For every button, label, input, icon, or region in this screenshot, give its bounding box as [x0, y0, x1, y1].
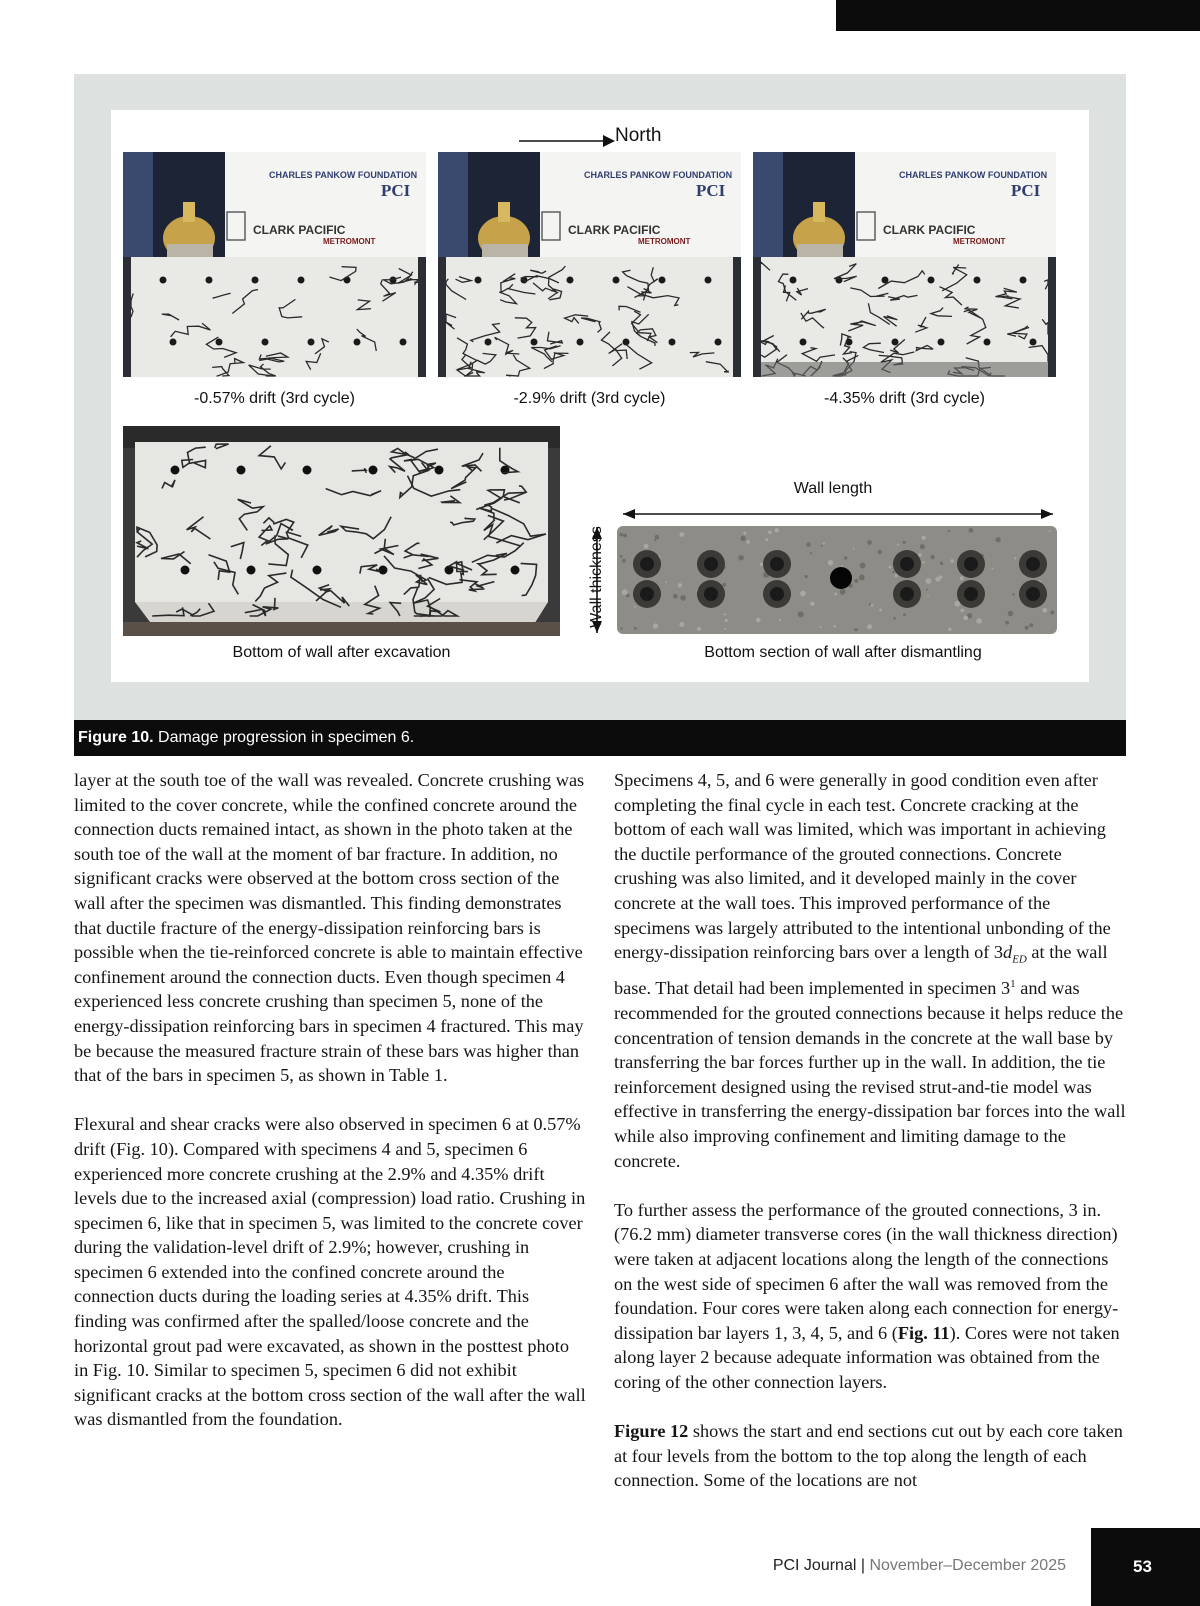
- top-black-bar: [836, 0, 1200, 31]
- caption-drift-057: -0.57% drift (3rd cycle): [194, 390, 355, 407]
- banner-foundation-text: CHARLES PANKOW FOUNDATION: [269, 170, 418, 180]
- footer-journal: PCI Journal | November–December 2025: [772, 1557, 1066, 1574]
- figure-10-panel: [74, 74, 1126, 756]
- photo-bottom-excavation: [123, 426, 560, 636]
- fig-12-reference[interactable]: Figure 12: [614, 1421, 689, 1442]
- banner-foundation-text: CHARLES PANKOW FOUNDATION: [584, 170, 733, 180]
- banner-clark-text: CLARK PACIFIC: [568, 223, 661, 237]
- north-arrow: [519, 124, 719, 154]
- banner-clark-text: CLARK PACIFIC: [883, 223, 976, 237]
- caption-bottom-dismantling: Bottom section of wall after dismantling: [704, 644, 982, 661]
- page-number-box: [1091, 1528, 1200, 1606]
- body-left-column: [74, 768, 586, 1457]
- page-number: 53: [1133, 1557, 1152, 1576]
- right-paragraph-3: Figure 12 shows the start and end sections cut out by each core taken at four levels from the bottom to the top along the length of each connection. Some of the locations are not: [614, 1421, 1123, 1491]
- wall-section-diagram: [581, 480, 1061, 638]
- wall-photo-2: [438, 152, 741, 377]
- wall-photo-1: [123, 152, 426, 377]
- wall-photo-3: [753, 152, 1056, 377]
- excavation-photo: [123, 426, 560, 636]
- journal-name: PCI Journal: [772, 1557, 857, 1574]
- photo-drift-057: [123, 152, 426, 377]
- journal-issue: November–December 2025: [869, 1557, 1066, 1574]
- right-paragraph-1: Specimens 4, 5, and 6 were generally in good condition even after completing the final cycle in each test. Concrete cracking at the bottom of each wall was limited, which was important in achieving the ductile performance of the grouted connections. Concrete crushing was also limited, and it developed mainly in the cover concrete at the wall toes. This improved performance of the specimens was largely attributed to the intentional unbonding of the energy-dissipation reinforcing bars over a length of $3d_{ED}$ at the wall base. That detail had been implemented in specimen $3^1$ and was recommended for the grouted connections because it helps reduce the concentration of tension demands in the concrete at the wall base by transferring the bar forces further up in the wall. In addition, the tie reinforcement designed using the revised strut-and-tie model was effective in transferring the energy-dissipation bar forces into the wall while also improving confinement and limiting damage to the concrete.: [614, 770, 1126, 1171]
- figure-caption-label: Figure 10.: [78, 729, 154, 746]
- wall-length-label: Wall length: [793, 480, 873, 497]
- left-paragraph-1: layer at the south toe of the wall was revealed. Concrete crushing was limited to the cover concrete, while the confined concrete around the connection ducts remained intact, as shown in the photo taken at the south toe of the wall at the moment of bar fracture. In addition, no significant cracks were observed at the bottom cross section of the wall after the specimen was dismantled. This finding demonstrates that ductile fracture of the energy-dissipation reinforcing bars is possible when the tie-reinforced concrete is able to maintain effective confinement around the connection ducts. Even though specimen 4 experienced less concrete crushing than specimen 5, none of the energy-dissipation reinforcing bars in specimen 4 fractured. This may be because the measured fracture strain of these bars was higher than that of the bars in specimen 5, as shown in Table 1.: [74, 770, 585, 1086]
- banner-metromont-text: METROMONT: [638, 237, 691, 246]
- wall-thickness-label: Wall thickness: [588, 526, 605, 628]
- banner-pci-text: PCI: [381, 181, 411, 200]
- figure-caption: [74, 720, 1126, 756]
- fig-11-reference[interactable]: Fig. 11: [897, 1322, 950, 1343]
- photo-drift-29: [438, 152, 741, 377]
- banner-pci-text: PCI: [1011, 181, 1041, 200]
- banner-clark-text: CLARK PACIFIC: [253, 223, 346, 237]
- left-paragraph-2: Flexural and shear cracks were also observed in specimen 6 at 0.57% drift (Fig. 10). Compared with specimens 4 and 5, specimen 6 experienced more concrete crushing at the 2.9% and 4.35% drift levels due to the increased axial (compression) load ratio. Crushing in specimen 6, like that in specimen 5, was limited to the concrete cover during the validation-level drift of 2.9%; however, crushing in specimen 6 extended into the confined concrete around the connection ducts during the loading series at 4.35% drift. This finding was confirmed after the spalled/loose concrete and the horizontal grout pad were excavated, as shown in the posttest photo in Fig. 10. Similar to specimen 5, specimen 6 did not exhibit significant cracks at the bottom cross section of the wall after the wall was dismantled from the foundation.: [74, 1114, 586, 1430]
- banner-pci-text: PCI: [696, 181, 726, 200]
- caption-drift-435: -4.35% drift (3rd cycle): [824, 390, 985, 407]
- body-right-column: [614, 768, 1126, 1518]
- north-label: North: [615, 125, 662, 146]
- banner-foundation-text: CHARLES PANKOW FOUNDATION: [899, 170, 1048, 180]
- banner-metromont-text: METROMONT: [323, 237, 376, 246]
- right-paragraph-2: To further assess the performance of the grouted connections, 3 in. (76.2 mm) diameter transverse cores (in the wall thickness direction) were taken at adjacent locations along the length of the connections on the west side of specimen 6 after the wall was removed from the foundation. Four cores were taken along each connection for energy-dissipation bar layers 1, 3, 4, 5, and 6 (Fig. 11). Cores were not taken along layer 2 because adequate information was obtained from the coring of the other connection layers.: [614, 1199, 1120, 1392]
- north-arrow-icon: [519, 124, 619, 154]
- figure-caption-text: Damage progression in specimen 6.: [153, 729, 415, 746]
- caption-drift-29: -2.9% drift (3rd cycle): [513, 390, 666, 407]
- figure-inner-area: [111, 110, 1089, 682]
- caption-bottom-excavation: Bottom of wall after excavation: [232, 644, 451, 661]
- photo-drift-435: [753, 152, 1056, 377]
- banner-metromont-text: METROMONT: [953, 237, 1006, 246]
- wall-section-photo: [581, 486, 1061, 638]
